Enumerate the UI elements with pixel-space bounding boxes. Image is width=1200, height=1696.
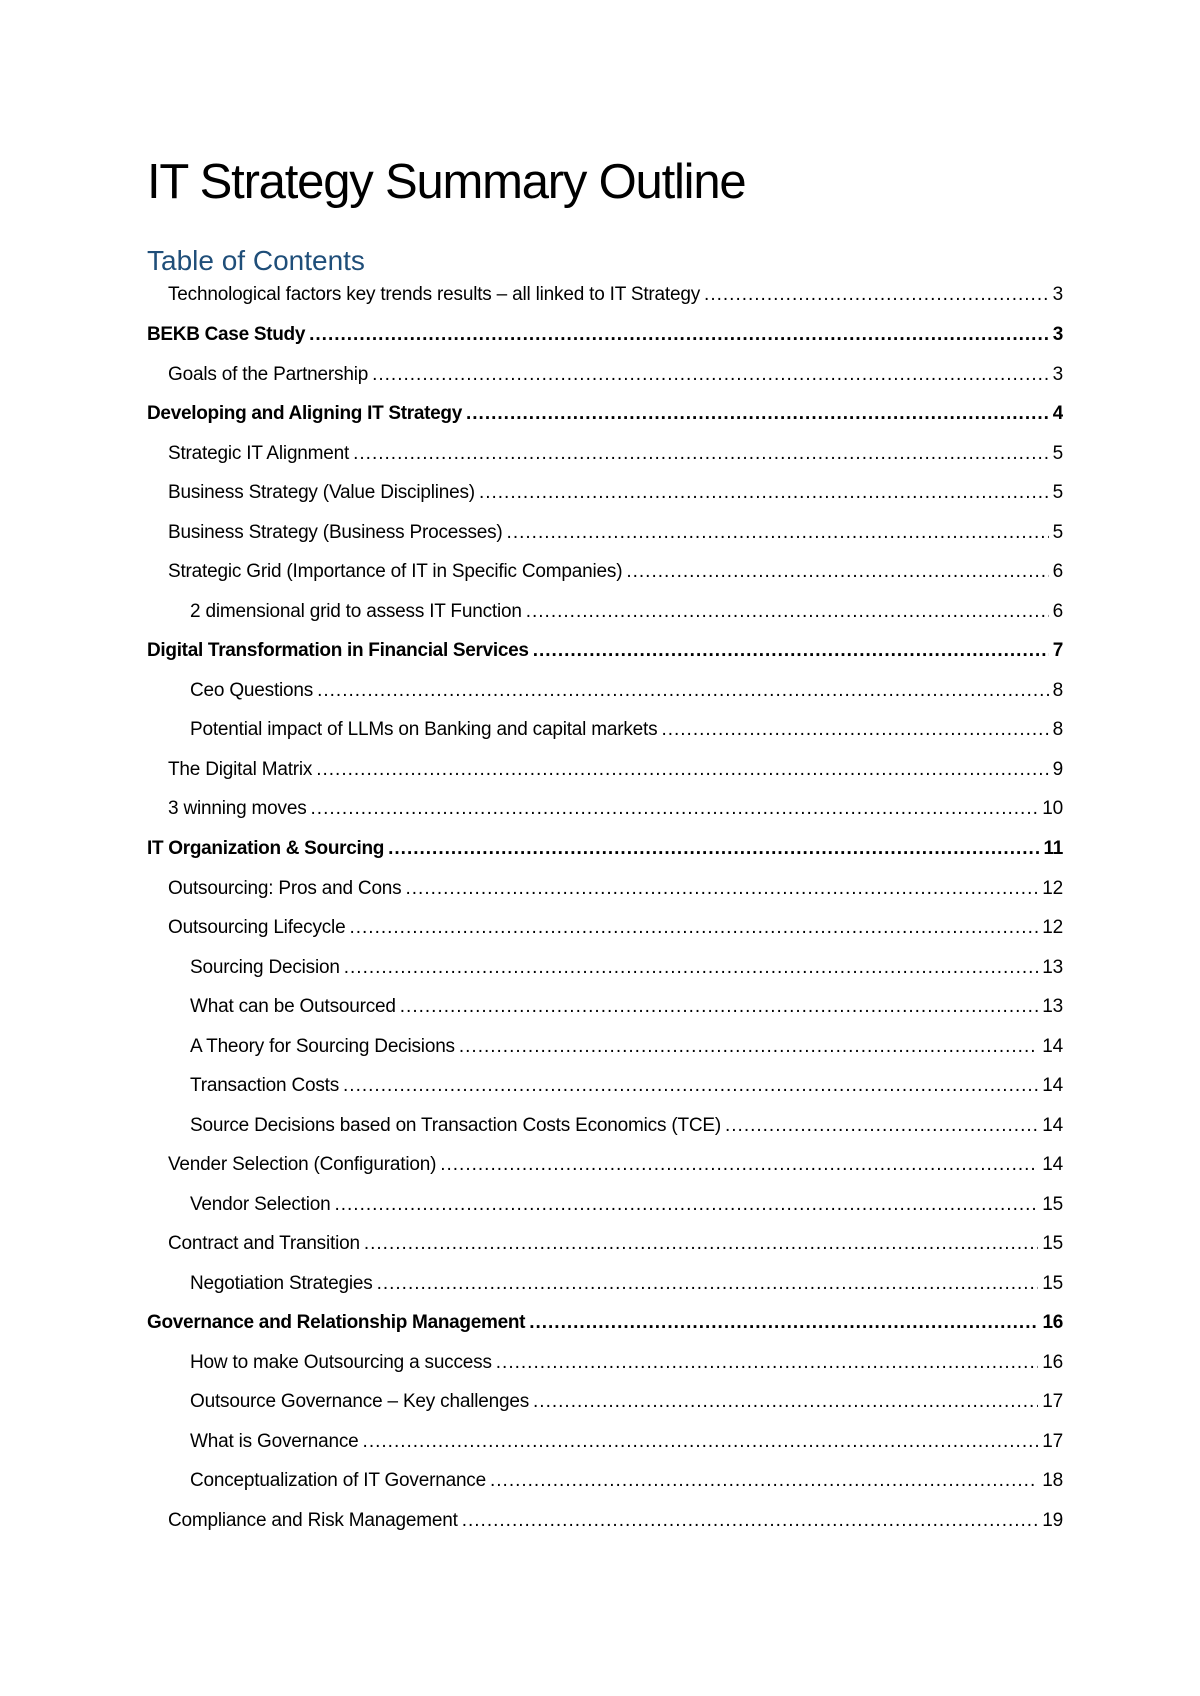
toc-dot-leader	[344, 955, 1039, 981]
toc-entry-page: 15	[1042, 1194, 1063, 1215]
toc-entry-title: A Theory for Sourcing Decisions	[190, 1036, 455, 1057]
toc-entry-title: Governance and Relationship Management	[147, 1312, 526, 1333]
toc-entry[interactable]	[190, 1034, 1063, 1060]
toc-entry-title: 2 dimensional grid to assess IT Function	[190, 601, 522, 622]
toc-entry[interactable]	[190, 599, 1063, 625]
toc-dot-leader	[490, 1468, 1038, 1494]
toc-entry-title: Source Decisions based on Transaction Costs Economics (TCE)	[190, 1115, 721, 1136]
toc-entry[interactable]	[190, 955, 1063, 981]
toc-entry-page: 14	[1042, 1036, 1063, 1057]
toc-dot-leader	[533, 638, 1049, 664]
toc-entry-page: 6	[1052, 561, 1063, 582]
toc-entry[interactable]	[147, 836, 1063, 862]
toc-dot-leader	[316, 757, 1048, 783]
toc-dot-leader	[364, 1231, 1038, 1257]
toc-entry-page: 15	[1042, 1233, 1063, 1254]
toc-entry-title: Compliance and Risk Management	[168, 1510, 458, 1531]
toc-entry-title: IT Organization & Sourcing	[147, 838, 385, 859]
toc-dot-leader	[496, 1350, 1039, 1376]
toc-entry[interactable]	[168, 441, 1063, 467]
toc-dot-leader	[626, 559, 1048, 585]
toc-entry[interactable]	[168, 757, 1063, 783]
toc-entry-page: 3	[1052, 364, 1063, 385]
toc-dot-leader	[372, 362, 1049, 388]
toc-entry-title: The Digital Matrix	[168, 759, 313, 780]
toc-entry-title: Strategic Grid (Importance of IT in Specific Companies)	[168, 561, 623, 582]
toc-dot-leader	[400, 994, 1038, 1020]
toc-entry-page: 17	[1042, 1431, 1063, 1452]
toc-entry[interactable]	[168, 915, 1063, 941]
toc-entry[interactable]	[168, 520, 1063, 546]
toc-entry-page: 16	[1042, 1312, 1063, 1333]
toc-dot-leader	[466, 401, 1049, 427]
toc-entry-page: 17	[1042, 1391, 1063, 1412]
toc-entry-title: Developing and Aligning IT Strategy	[147, 403, 462, 424]
toc-entry-page: 8	[1052, 719, 1063, 740]
toc-entry-title: Business Strategy (Business Processes)	[168, 522, 503, 543]
toc-entry[interactable]	[168, 480, 1063, 506]
toc-entry-title: Contract and Transition	[168, 1233, 360, 1254]
toc-entry[interactable]	[190, 1192, 1063, 1218]
toc-dot-leader	[479, 480, 1049, 506]
toc-entry-page: 7	[1052, 640, 1063, 661]
toc-entry[interactable]	[147, 322, 1063, 348]
toc-entry-page: 14	[1042, 1115, 1063, 1136]
toc-entry[interactable]	[168, 282, 1063, 308]
toc-dot-leader	[462, 1508, 1039, 1534]
toc-entry-page: 5	[1052, 443, 1063, 464]
toc-entry-page: 14	[1042, 1075, 1063, 1096]
toc-entry-title: 3 winning moves	[168, 798, 307, 819]
toc-entry[interactable]	[168, 796, 1063, 822]
toc-dot-leader	[363, 1429, 1039, 1455]
toc-entry-page: 5	[1052, 482, 1063, 503]
toc-entry-title: Outsourcing: Pros and Cons	[168, 878, 402, 899]
toc-entry[interactable]	[190, 678, 1063, 704]
toc-entry[interactable]	[147, 638, 1063, 664]
toc-entry-title: Technological factors key trends results – all linked to IT Strategy	[168, 284, 701, 305]
toc-entry-page: 3	[1052, 324, 1063, 345]
toc-entry[interactable]	[190, 1113, 1063, 1139]
toc-entry-title: Business Strategy (Value Disciplines)	[168, 482, 475, 503]
toc-entry[interactable]	[168, 1508, 1063, 1534]
toc-dot-leader	[343, 1073, 1038, 1099]
toc-entry-page: 14	[1042, 1154, 1063, 1175]
toc-entry[interactable]	[147, 1310, 1063, 1336]
toc-dot-leader	[440, 1152, 1038, 1178]
toc-entry[interactable]	[168, 876, 1063, 902]
toc-entry-page: 19	[1042, 1510, 1063, 1531]
toc-entry[interactable]	[168, 1231, 1063, 1257]
toc-dot-leader	[388, 836, 1039, 862]
toc-entry-page: 13	[1042, 996, 1063, 1017]
toc-entry[interactable]	[190, 1468, 1063, 1494]
toc-entry-page: 3	[1052, 284, 1063, 305]
toc-entry[interactable]	[190, 717, 1063, 743]
toc-entry-title: Strategic IT Alignment	[168, 443, 350, 464]
toc-entry-title: Ceo Questions	[190, 680, 314, 701]
toc-dot-leader	[661, 717, 1048, 743]
toc-entry[interactable]	[168, 559, 1063, 585]
toc-entry[interactable]	[190, 1389, 1063, 1415]
toc-entry-title: Vender Selection (Configuration)	[168, 1154, 437, 1175]
toc-entry-page: 8	[1052, 680, 1063, 701]
toc-entry-page: 6	[1052, 601, 1063, 622]
toc-dot-leader	[405, 876, 1038, 902]
toc-entry-page: 12	[1042, 917, 1063, 938]
toc-dot-leader	[459, 1034, 1038, 1060]
toc-dot-leader	[725, 1113, 1038, 1139]
toc-entry-title: Potential impact of LLMs on Banking and capital markets	[190, 719, 658, 740]
toc-entry-title: Goals of the Partnership	[168, 364, 369, 385]
toc-entry-page: 13	[1042, 957, 1063, 978]
toc-entry[interactable]	[190, 1429, 1063, 1455]
toc-entry-title: Digital Transformation in Financial Services	[147, 640, 529, 661]
toc-entry-page: 12	[1042, 878, 1063, 899]
toc-entry-title: Outsourcing Lifecycle	[168, 917, 346, 938]
toc-heading: Table of Contents	[147, 245, 365, 276]
toc-dot-leader	[334, 1192, 1038, 1218]
toc-entry-title: Vendor Selection	[190, 1194, 331, 1215]
toc-entry-title: Outsource Governance – Key challenges	[190, 1391, 530, 1412]
toc-dot-leader	[507, 520, 1049, 546]
toc-entry-title: How to make Outsourcing a success	[190, 1352, 492, 1373]
toc-dot-leader	[317, 678, 1049, 704]
toc-entry-page: 10	[1042, 798, 1063, 819]
toc-entry[interactable]	[168, 1152, 1063, 1178]
toc-entry-page: 16	[1042, 1352, 1063, 1373]
toc-entry-page: 18	[1042, 1470, 1063, 1491]
toc-dot-leader	[704, 282, 1049, 308]
toc-entry-title: Sourcing Decision	[190, 957, 340, 978]
toc-entry-page: 5	[1052, 522, 1063, 543]
toc-dot-leader	[529, 1310, 1038, 1336]
toc-entry-title: Negotiation Strategies	[190, 1273, 373, 1294]
toc-entry-title: What can be Outsourced	[190, 996, 396, 1017]
toc-dot-leader	[311, 796, 1039, 822]
toc-entry[interactable]	[190, 994, 1063, 1020]
document-title: IT Strategy Summary Outline	[147, 155, 746, 209]
toc-entry[interactable]	[190, 1350, 1063, 1376]
toc-dot-leader	[533, 1389, 1038, 1415]
toc-entry-page: 9	[1052, 759, 1063, 780]
toc-entry-page: 4	[1052, 403, 1063, 424]
toc-dot-leader	[353, 441, 1049, 467]
toc-entry-title: Conceptualization of IT Governance	[190, 1470, 486, 1491]
toc-entry-title: What is Governance	[190, 1431, 359, 1452]
toc-entry-page: 11	[1043, 838, 1063, 859]
toc-dot-leader	[309, 322, 1049, 348]
toc-entry-title: BEKB Case Study	[147, 324, 306, 345]
toc-entry[interactable]	[168, 362, 1063, 388]
toc-entry-page: 15	[1042, 1273, 1063, 1294]
toc-dot-leader	[377, 1271, 1039, 1297]
toc-entry[interactable]	[147, 401, 1063, 427]
toc-entry[interactable]	[190, 1073, 1063, 1099]
toc-entry[interactable]	[190, 1271, 1063, 1297]
toc-entry-title: Transaction Costs	[190, 1075, 340, 1096]
toc-dot-leader	[349, 915, 1038, 941]
toc-dot-leader	[526, 599, 1049, 625]
